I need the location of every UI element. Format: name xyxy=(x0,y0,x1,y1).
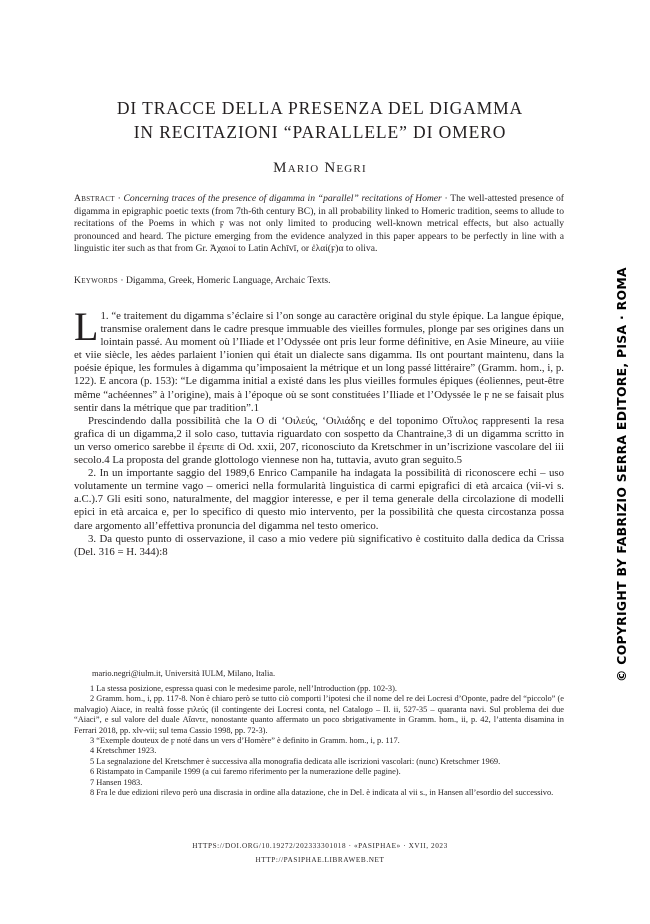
body-paragraph-1-text: e traitement du digamma s’éclaire si l’on songe au caractère original du style épique. La langue épique, transmise oralement dans le cadre presque immuable des vieilles formules, plonge par ses origines dans un lointain passé. Au moment où l’Iliade et l’Odyssée ont pris leur forme définitive, en Asie Mineure, au viiie et viie siècle, les aèdes parlaient l’ionien qui était un dialecte sans digamma. Ils ont pourtant maintenu, dans la poésie épique, les formules à digamma qu’imposaient la métrique et un long passé littéraire” (Gramm. hom., i, p. 122). E ancora (p. 153): “Le digamma initial a existé dans les plus vieilles formules épiques (éoliennes, peut-être même “achéennes” à l’origine), mais à l’époque où se sont constituées l’Iliade et l’Odyssée le ϝ ne se faisait plus sentir dans la métrique que par tradition”.1 xyxy=(74,310,564,414)
abstract-separator: · xyxy=(114,193,124,204)
paper-title xyxy=(60,96,580,144)
keywords-label: Keywords xyxy=(74,275,118,286)
footnotes xyxy=(74,684,564,798)
body-paragraph-3: 2. In un importante saggio del 1989,6 Enrico Campanile ha indagata la possibilità di riconoscere echi – uso volutamente un termine vago – omerici nella formularità linguistica di carmi epigrafici di età arcaica (vii-vi s. a.C.).7 Gli esiti sono, naturalmente, del maggior interesse, e per il tema generale della circolazione di modelli epici in età arcaica e, per lo specifico di questo mio intervento, per la possibilità che questa circostanza possa dare argomento all’effettiva pronuncia del digamma nel testo omerico. xyxy=(74,467,564,532)
footnote-8: 8 Fra le due edizioni rilevo però una discrasia in ordine alla datazione, che in Del. è indicata al vii s., in Hansen all’esordio del successivo. xyxy=(90,788,554,798)
body-paragraph-4: 3. Da questo punto di osservazione, il caso a mio vedere più significativo è costituito dalla dedica da Crissa (Del. 316 = H. 344):8 xyxy=(74,532,564,558)
drop-cap: L xyxy=(74,304,99,349)
abstract xyxy=(74,193,564,256)
footnote-3: 3 “Exemple douteux de ϝ noté dans un vers d’Homère” è definito in Gramm. hom., i, p. 117. xyxy=(90,736,400,746)
side-copyright-notice: © COPYRIGHT BY FABRIZIO SERRA EDITORE, PISA · ROMA xyxy=(614,267,629,682)
footnote-5: 5 La segnalazione del Kretschmer è successiva alla monografia dedicata alle iscrizioni vascolari: (nunc) Kretschmer 1969. xyxy=(90,756,501,766)
footnote-4: 4 Kretschmer 1923. xyxy=(90,746,157,756)
abstract-label: Abstract xyxy=(74,193,115,204)
footnote-7: 7 Hansen 1983. xyxy=(90,777,143,787)
body-text xyxy=(74,304,564,559)
title-line-1: DI TRACCE DELLA PRESENZA DEL DIGAMMA xyxy=(116,98,524,118)
abstract-english-title: Concerning traces of the presence of digamma in “parallel” recitations of Homer xyxy=(123,193,442,204)
keywords-text: · Digamma, Greek, Homeric Language, Archaic Texts. xyxy=(117,275,331,286)
author-affiliation: mario.negri@iulm.it, Università IULM, Milano, Italia. xyxy=(92,669,276,678)
section-number-1: 1. “ xyxy=(100,310,117,322)
footnote-2: 2 Gramm. hom., i, pp. 117-8. Non è chiaro però se tutto ciò comporti l’ipotesi che il nome del re dei Locresi d’Oponte, padre del “piccolo” (e malvagio) Aiace, in realtà fosse ϝιλεύς (il contingente dei Locresi conta, nel Catalogo – Il. ii, 527-35 – quaranta navi. Sul problema dei due “Aiaci”, e sul valore del duale Αἴαντε, nonostante quanto affermato un poco sbrigativamente in Gramm. hom., ii, p. 42, l’attenta disamina in Ferrari 2018, pp. xlv-vii; sul tema Cassio 1998, pp. 72-3). xyxy=(74,694,564,735)
keywords xyxy=(74,275,564,288)
author-name: Mario Negri xyxy=(273,160,367,176)
footnote-1: 1 La stessa posizione, espressa quasi con le medesime parole, nell’Introduction (pp. 102-3). xyxy=(90,684,397,693)
footer-doi-line: HTTPS://DOI.ORG/10.19272/202333301018 · «PASIPHAE» · XVII, 2023 xyxy=(192,842,448,850)
title-line-2: IN RECITAZIONI “PARALLELE” DI OMERO xyxy=(133,122,507,142)
footer-url-line: HTTP://PASIPHAE.LIBRAWEB.NET xyxy=(255,856,385,864)
body-paragraph-1 xyxy=(74,304,564,415)
body-paragraph-2: Prescindendo dalla possibilità che la O di ‘Οιλεύς, ‘Οιλιάδης e del toponimo Οἴτυλος rappresenti la resa grafica di un digamma,2 il solo caso, tuttavia riguardato con sospetto da Chantraine,3 di un digamma scritto in un verso omerico sarebbe il ἐϝειπε di Od. xxii, 207, riconosciuto da Kretschmer in un’iscrizione vascolare del iii secolo.4 La proposta del grande glottologo viennese non ha, tuttavia, avuto gran seguito.5 xyxy=(74,414,564,467)
footnote-6: 6 Ristampato in Campanile 1999 (a cui faremo riferimento per la numerazione delle pagine). xyxy=(90,767,401,777)
abstract-text: · The well-attested presence of digamma in epigraphic poetic texts (from 7th-6th century BC), in all probability linked to Homeric tradition, seems to allude to recitations of the Poems in which ϝ was not only limited to producing well-known metrical effects, but also actually pronounced and heard. The picture emerging from the evidence analyzed in this paper appears to be perfectly in line with a linguistic iter such as that from Gr. Ἀχαιοί to Latin Achīvī, or ἐλαί(ϝ)α to oliva. xyxy=(74,193,564,255)
